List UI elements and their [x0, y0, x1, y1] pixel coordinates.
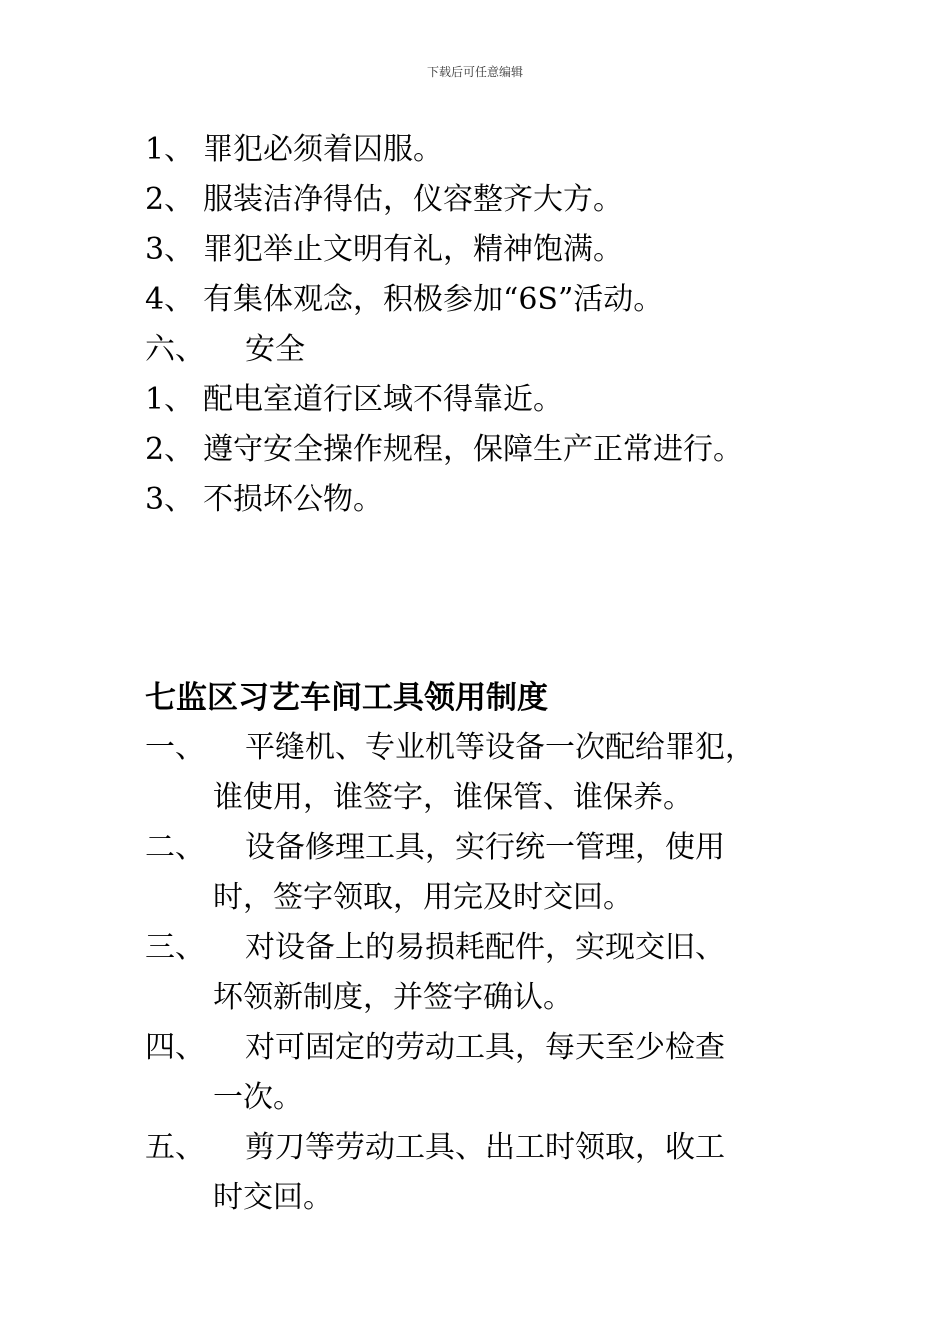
rule-continuation: 时，签字领取，用完及时交回。 — [213, 880, 633, 915]
document-title: 七监区习艺车间工具领用制度 — [145, 680, 548, 716]
list-item — [145, 475, 835, 525]
rule-number: 五、 — [145, 1130, 205, 1165]
rule-text: 对可固定的劳动工具，每天至少检查 — [245, 1030, 725, 1065]
item-text: 有集体观念，积极参加“6S”活动。 — [203, 282, 664, 317]
item-text: 不损坏公物。 — [203, 482, 383, 517]
section-title: 安全 — [245, 332, 305, 367]
item-number: 1、 — [145, 132, 195, 167]
item-text: 遵守安全操作规程，保障生产正常进行。 — [203, 432, 743, 467]
rule-item — [145, 1123, 845, 1223]
item-text: 罪犯举止文明有礼，精神饱满。 — [203, 232, 623, 267]
rule-number: 二、 — [145, 830, 205, 865]
list-item — [145, 175, 835, 225]
rule-first-line — [145, 1030, 725, 1065]
rule-first-line — [145, 930, 725, 965]
list-item — [145, 275, 835, 325]
item-number: 3、 — [145, 232, 195, 267]
item-text: 服装洁净得估，仪容整齐大方。 — [203, 182, 623, 217]
list-item — [145, 425, 835, 475]
item-number: 2、 — [145, 432, 195, 467]
list-item — [145, 225, 835, 275]
section-number: 六、 — [145, 332, 205, 367]
rule-text: 设备修理工具，实行统一管理，使用 — [245, 830, 725, 865]
item-number: 1、 — [145, 382, 195, 417]
rule-continuation: 一次。 — [213, 1080, 303, 1115]
rule-number: 四、 — [145, 1030, 205, 1065]
item-number: 4、 — [145, 282, 195, 317]
rule-continuation: 谁使用，谁签字，谁保管、谁保养。 — [213, 780, 693, 815]
rule-item — [145, 1023, 845, 1123]
rule-text: 剪刀等劳动工具、出工时领取，收工 — [245, 1130, 725, 1165]
header-note: 下载后可任意编辑 — [426, 65, 523, 79]
section-heading-safety — [145, 325, 835, 375]
tool-rules-list — [145, 723, 845, 1223]
rule-number: 三、 — [145, 930, 205, 965]
rule-number: 一、 — [145, 730, 205, 765]
conduct-list — [145, 125, 835, 525]
rule-continuation: 时交回。 — [213, 1180, 333, 1215]
item-number: 3、 — [145, 482, 195, 517]
list-item — [145, 125, 835, 175]
item-number: 2、 — [145, 182, 195, 217]
item-text: 配电室道行区域不得靠近。 — [203, 382, 563, 417]
rule-continuation: 坏领新制度，并签字确认。 — [213, 980, 573, 1015]
rule-first-line — [145, 730, 755, 765]
rule-text: 平缝机、专业机等设备一次配给罪犯， — [245, 730, 755, 765]
rule-item — [145, 923, 845, 1023]
rule-item — [145, 823, 845, 923]
list-item — [145, 375, 835, 425]
item-text: 罪犯必须着囚服。 — [203, 132, 443, 167]
rule-item — [145, 723, 845, 823]
rule-first-line — [145, 830, 725, 865]
rule-first-line — [145, 1130, 725, 1165]
rule-text: 对设备上的易损耗配件，实现交旧、 — [245, 930, 725, 965]
